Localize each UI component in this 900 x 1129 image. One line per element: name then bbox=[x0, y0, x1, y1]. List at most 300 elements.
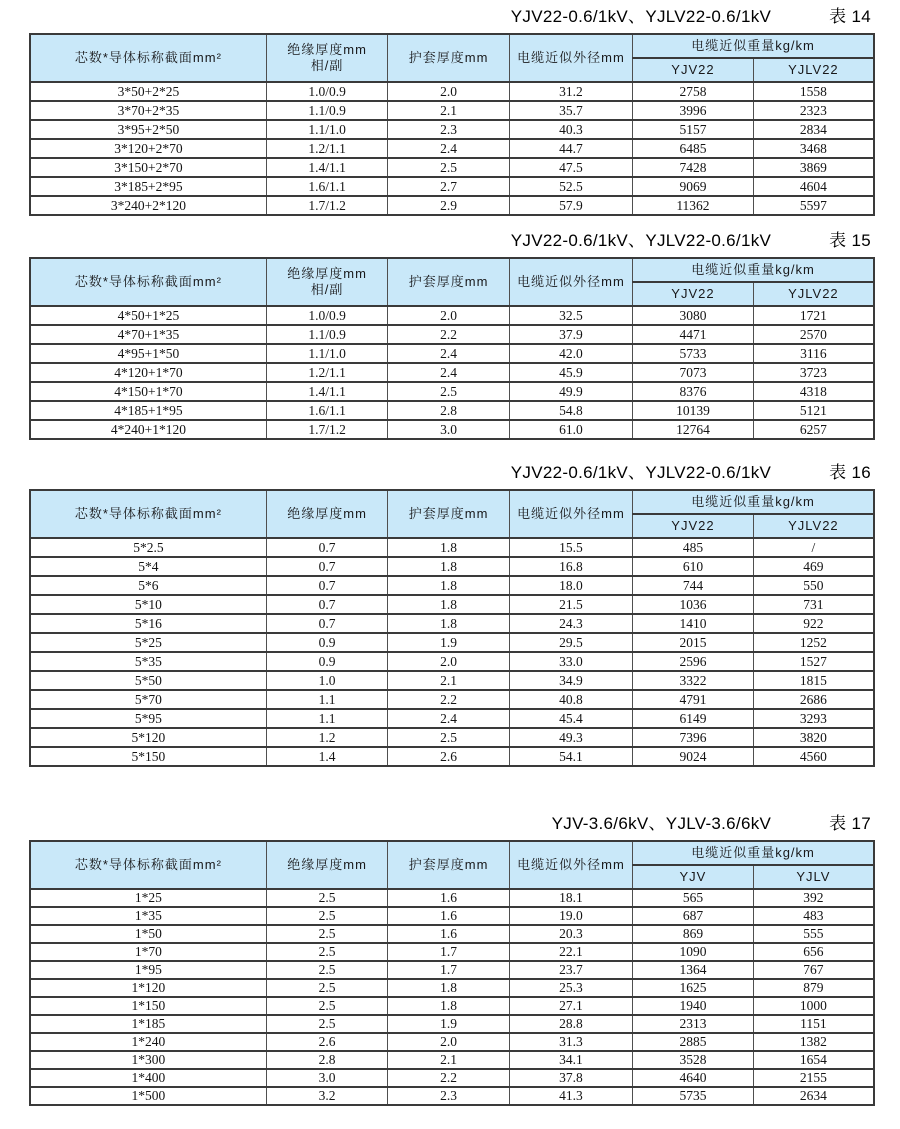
insulation-line2: 相/副 bbox=[310, 282, 344, 297]
table-row bbox=[30, 538, 874, 557]
table-cell: 2.2 bbox=[388, 1069, 510, 1087]
table-cell: 2.4 bbox=[388, 363, 510, 382]
table-cell: 1.1 bbox=[266, 690, 388, 709]
table-cell: 1*150 bbox=[30, 997, 266, 1015]
outer-diameter-header: 电缆近似外径mm bbox=[509, 34, 632, 82]
table-cell: 1.2/1.1 bbox=[266, 139, 388, 158]
table-cell: 37.9 bbox=[509, 325, 632, 344]
table-cell: 0.7 bbox=[266, 614, 388, 633]
table-row bbox=[30, 177, 874, 196]
table-body bbox=[30, 306, 874, 439]
table-cell: 4*185+1*95 bbox=[30, 401, 266, 420]
table-cell: 7396 bbox=[633, 728, 754, 747]
table-row bbox=[30, 747, 874, 766]
table-cell: 1815 bbox=[753, 671, 874, 690]
table-cell: 3322 bbox=[633, 671, 754, 690]
table-cell: 1.8 bbox=[388, 557, 510, 576]
table-body bbox=[30, 82, 874, 215]
table-cell: 2686 bbox=[753, 690, 874, 709]
weight-header: 电缆近似重量kg/km bbox=[633, 258, 874, 282]
table-cell: 21.5 bbox=[509, 595, 632, 614]
table-cell: 0.9 bbox=[266, 652, 388, 671]
table-cell: 3468 bbox=[753, 139, 874, 158]
table-cell: 0.9 bbox=[266, 633, 388, 652]
table-cell: 1.2/1.1 bbox=[266, 363, 388, 382]
table-cell: 11362 bbox=[633, 196, 754, 215]
table-cell: 3080 bbox=[633, 306, 754, 325]
insulation-line1: 绝缘厚度mm bbox=[287, 42, 367, 57]
table-cell: 1625 bbox=[633, 979, 754, 997]
table-title: YJV-3.6/6kV、YJLV-3.6/6kV bbox=[551, 814, 772, 833]
table-cell: 3.2 bbox=[266, 1087, 388, 1105]
table-cell: 10139 bbox=[633, 401, 754, 420]
table-cell: 16.8 bbox=[509, 557, 632, 576]
sheath-thickness-header: 护套厚度mm bbox=[388, 258, 510, 306]
table-row bbox=[30, 306, 874, 325]
table-cell: 5*2.5 bbox=[30, 538, 266, 557]
table-cell: 5733 bbox=[633, 344, 754, 363]
table-cell: 1*500 bbox=[30, 1087, 266, 1105]
table-cell: 2.5 bbox=[266, 907, 388, 925]
table-header bbox=[30, 34, 874, 82]
table-cell: 8376 bbox=[633, 382, 754, 401]
table-cell: 1252 bbox=[753, 633, 874, 652]
table-cell: 52.5 bbox=[509, 177, 632, 196]
weight-sub-header-2: YJLV22 bbox=[753, 58, 874, 82]
table-row bbox=[30, 728, 874, 747]
table-title: YJV22-0.6/1kV、YJLV22-0.6/1kV bbox=[510, 7, 772, 26]
table-cell: 61.0 bbox=[509, 420, 632, 439]
table-cell: 2.8 bbox=[266, 1051, 388, 1069]
table-cell: 2.5 bbox=[266, 889, 388, 907]
table-cell: 767 bbox=[753, 961, 874, 979]
insulation-line1: 绝缘厚度mm bbox=[287, 266, 367, 281]
table-number: 表 17 bbox=[829, 814, 871, 833]
table-cell: 3820 bbox=[753, 728, 874, 747]
table-cell: 42.0 bbox=[509, 344, 632, 363]
table-cell: 550 bbox=[753, 576, 874, 595]
table-cell: 392 bbox=[753, 889, 874, 907]
table-cell: 469 bbox=[753, 557, 874, 576]
table-cell: 1*95 bbox=[30, 961, 266, 979]
table-row bbox=[30, 382, 874, 401]
table-cell: 7428 bbox=[633, 158, 754, 177]
table-row bbox=[30, 997, 874, 1015]
table-cell: / bbox=[753, 538, 874, 557]
table-cell: 2015 bbox=[633, 633, 754, 652]
table-cell: 25.3 bbox=[509, 979, 632, 997]
table-cell: 1*35 bbox=[30, 907, 266, 925]
table-row bbox=[30, 1033, 874, 1051]
table-cell: 1.9 bbox=[388, 1015, 510, 1033]
table-cell: 1*25 bbox=[30, 889, 266, 907]
table-body bbox=[30, 889, 874, 1105]
table-cell: 2.1 bbox=[388, 101, 510, 120]
table-cell: 1*300 bbox=[30, 1051, 266, 1069]
spec-table bbox=[29, 33, 875, 216]
table-cell: 18.1 bbox=[509, 889, 632, 907]
table-cell: 2.8 bbox=[388, 401, 510, 420]
table-cell: 0.7 bbox=[266, 576, 388, 595]
table-cell: 3*150+2*70 bbox=[30, 158, 266, 177]
table-header bbox=[30, 490, 874, 538]
outer-diameter-header: 电缆近似外径mm bbox=[509, 258, 632, 306]
spec-table-section-17 bbox=[29, 813, 875, 1106]
table-cell: 2.5 bbox=[388, 158, 510, 177]
table-cell: 23.7 bbox=[509, 961, 632, 979]
table-cell: 3116 bbox=[753, 344, 874, 363]
table-cell: 5597 bbox=[753, 196, 874, 215]
core-section-header: 芯数*导体标称截面mm² bbox=[30, 258, 266, 306]
table-cell: 1.4 bbox=[266, 747, 388, 766]
weight-header: 电缆近似重量kg/km bbox=[633, 34, 874, 58]
table-cell: 1940 bbox=[633, 997, 754, 1015]
table-cell: 3723 bbox=[753, 363, 874, 382]
table-cell: 1.4/1.1 bbox=[266, 158, 388, 177]
table-cell: 1.8 bbox=[388, 979, 510, 997]
weight-sub-header-2: YJLV bbox=[753, 865, 874, 889]
table-cell: 1000 bbox=[753, 997, 874, 1015]
table-cell: 2.5 bbox=[388, 382, 510, 401]
table-cell: 49.9 bbox=[509, 382, 632, 401]
table-cell: 2.4 bbox=[388, 709, 510, 728]
table-cell: 1.7 bbox=[388, 961, 510, 979]
table-cell: 1.9 bbox=[388, 633, 510, 652]
spec-table bbox=[29, 489, 875, 767]
table-cell: 2570 bbox=[753, 325, 874, 344]
table-cell: 31.3 bbox=[509, 1033, 632, 1051]
table-cell: 1.8 bbox=[388, 614, 510, 633]
table-cell: 15.5 bbox=[509, 538, 632, 557]
table-row bbox=[30, 671, 874, 690]
table-cell: 1.8 bbox=[388, 538, 510, 557]
table-cell: 27.1 bbox=[509, 997, 632, 1015]
insulation-thickness-header bbox=[266, 258, 388, 306]
table-row bbox=[30, 633, 874, 652]
table-cell: 1.1/0.9 bbox=[266, 101, 388, 120]
table-cell: 7073 bbox=[633, 363, 754, 382]
table-number: 表 16 bbox=[829, 463, 871, 482]
table-cell: 2758 bbox=[633, 82, 754, 101]
table-row bbox=[30, 652, 874, 671]
table-cell: 4640 bbox=[633, 1069, 754, 1087]
table-cell: 2.1 bbox=[388, 1051, 510, 1069]
table-cell: 869 bbox=[633, 925, 754, 943]
table-cell: 1.6 bbox=[388, 925, 510, 943]
table-cell: 2.3 bbox=[388, 1087, 510, 1105]
table-cell: 40.8 bbox=[509, 690, 632, 709]
table-cell: 3996 bbox=[633, 101, 754, 120]
table-row bbox=[30, 82, 874, 101]
table-cell: 20.3 bbox=[509, 925, 632, 943]
table-cell: 2.0 bbox=[388, 1033, 510, 1051]
table-cell: 1410 bbox=[633, 614, 754, 633]
table-cell: 2.7 bbox=[388, 177, 510, 196]
table-cell: 1.6 bbox=[388, 907, 510, 925]
table-cell: 4791 bbox=[633, 690, 754, 709]
table-cell: 4318 bbox=[753, 382, 874, 401]
table-cell: 656 bbox=[753, 943, 874, 961]
table-cell: 37.8 bbox=[509, 1069, 632, 1087]
table-cell: 1.7 bbox=[388, 943, 510, 961]
table-cell: 4*50+1*25 bbox=[30, 306, 266, 325]
table-cell: 1.8 bbox=[388, 595, 510, 614]
table-number: 表 15 bbox=[829, 231, 871, 250]
table-cell: 1.6 bbox=[388, 889, 510, 907]
table-cell: 2.5 bbox=[266, 925, 388, 943]
table-cell: 9069 bbox=[633, 177, 754, 196]
table-cell: 5*120 bbox=[30, 728, 266, 747]
table-cell: 22.1 bbox=[509, 943, 632, 961]
table-row bbox=[30, 979, 874, 997]
table-cell: 2.4 bbox=[388, 139, 510, 158]
table-row bbox=[30, 943, 874, 961]
table-row bbox=[30, 1051, 874, 1069]
table-cell: 5*35 bbox=[30, 652, 266, 671]
table-cell: 3*240+2*120 bbox=[30, 196, 266, 215]
insulation-thickness-header bbox=[266, 841, 388, 889]
table-row bbox=[30, 401, 874, 420]
spec-table-section-16 bbox=[29, 462, 875, 767]
table-cell: 1151 bbox=[753, 1015, 874, 1033]
table-cell: 4560 bbox=[753, 747, 874, 766]
table-body bbox=[30, 538, 874, 766]
table-cell: 33.0 bbox=[509, 652, 632, 671]
table-title-row bbox=[29, 813, 875, 835]
insulation-thickness-header bbox=[266, 490, 388, 538]
spec-table bbox=[29, 840, 875, 1106]
table-cell: 28.8 bbox=[509, 1015, 632, 1033]
table-row bbox=[30, 614, 874, 633]
table-cell: 1364 bbox=[633, 961, 754, 979]
table-cell: 4*240+1*120 bbox=[30, 420, 266, 439]
outer-diameter-header: 电缆近似外径mm bbox=[509, 841, 632, 889]
table-cell: 57.9 bbox=[509, 196, 632, 215]
table-cell: 29.5 bbox=[509, 633, 632, 652]
table-cell: 2.2 bbox=[388, 690, 510, 709]
table-cell: 5*95 bbox=[30, 709, 266, 728]
table-cell: 5*50 bbox=[30, 671, 266, 690]
table-cell: 3*50+2*25 bbox=[30, 82, 266, 101]
table-cell: 6485 bbox=[633, 139, 754, 158]
table-cell: 2.0 bbox=[388, 82, 510, 101]
table-cell: 2.5 bbox=[266, 1015, 388, 1033]
table-cell: 1.4/1.1 bbox=[266, 382, 388, 401]
weight-header: 电缆近似重量kg/km bbox=[633, 841, 874, 865]
table-cell: 2.4 bbox=[388, 344, 510, 363]
table-row bbox=[30, 1015, 874, 1033]
table-cell: 1*50 bbox=[30, 925, 266, 943]
table-cell: 47.5 bbox=[509, 158, 632, 177]
table-cell: 4*120+1*70 bbox=[30, 363, 266, 382]
weight-header: 电缆近似重量kg/km bbox=[633, 490, 874, 514]
weight-sub-header-2: YJLV22 bbox=[753, 282, 874, 306]
table-cell: 1558 bbox=[753, 82, 874, 101]
table-cell: 5*10 bbox=[30, 595, 266, 614]
table-cell: 1.2 bbox=[266, 728, 388, 747]
table-cell: 1036 bbox=[633, 595, 754, 614]
spec-table-section-15 bbox=[29, 230, 875, 440]
weight-sub-header-1: YJV22 bbox=[633, 58, 754, 82]
core-section-header: 芯数*导体标称截面mm² bbox=[30, 34, 266, 82]
table-cell: 1.1 bbox=[266, 709, 388, 728]
table-cell: 41.3 bbox=[509, 1087, 632, 1105]
table-cell: 2.3 bbox=[388, 120, 510, 139]
table-row bbox=[30, 1069, 874, 1087]
table-cell: 19.0 bbox=[509, 907, 632, 925]
sheath-thickness-header: 护套厚度mm bbox=[388, 34, 510, 82]
table-cell: 49.3 bbox=[509, 728, 632, 747]
table-row bbox=[30, 196, 874, 215]
table-cell: 1*185 bbox=[30, 1015, 266, 1033]
table-cell: 5*70 bbox=[30, 690, 266, 709]
table-cell: 1.1/1.0 bbox=[266, 120, 388, 139]
table-cell: 2634 bbox=[753, 1087, 874, 1105]
table-cell: 5*16 bbox=[30, 614, 266, 633]
table-cell: 4*150+1*70 bbox=[30, 382, 266, 401]
table-cell: 2.5 bbox=[388, 728, 510, 747]
table-cell: 1.7/1.2 bbox=[266, 196, 388, 215]
table-cell: 2.5 bbox=[266, 961, 388, 979]
table-cell: 6149 bbox=[633, 709, 754, 728]
table-cell: 555 bbox=[753, 925, 874, 943]
table-cell: 610 bbox=[633, 557, 754, 576]
outer-diameter-header: 电缆近似外径mm bbox=[509, 490, 632, 538]
core-section-header: 芯数*导体标称截面mm² bbox=[30, 490, 266, 538]
table-cell: 2.9 bbox=[388, 196, 510, 215]
table-cell: 9024 bbox=[633, 747, 754, 766]
table-cell: 1.8 bbox=[388, 576, 510, 595]
table-cell: 1*400 bbox=[30, 1069, 266, 1087]
table-cell: 1382 bbox=[753, 1033, 874, 1051]
sheath-thickness-header: 护套厚度mm bbox=[388, 490, 510, 538]
table-cell: 731 bbox=[753, 595, 874, 614]
weight-sub-header-2: YJLV22 bbox=[753, 514, 874, 538]
table-cell: 1.1/0.9 bbox=[266, 325, 388, 344]
table-number: 表 14 bbox=[829, 7, 871, 26]
table-row bbox=[30, 889, 874, 907]
table-cell: 1*120 bbox=[30, 979, 266, 997]
insulation-thickness-header bbox=[266, 34, 388, 82]
table-cell: 32.5 bbox=[509, 306, 632, 325]
table-cell: 3528 bbox=[633, 1051, 754, 1069]
table-cell: 5*150 bbox=[30, 747, 266, 766]
table-title-row bbox=[29, 230, 875, 252]
table-title: YJV22-0.6/1kV、YJLV22-0.6/1kV bbox=[510, 231, 772, 250]
table-cell: 45.4 bbox=[509, 709, 632, 728]
table-cell: 744 bbox=[633, 576, 754, 595]
table-cell: 2.5 bbox=[266, 943, 388, 961]
table-cell: 5735 bbox=[633, 1087, 754, 1105]
table-cell: 3*185+2*95 bbox=[30, 177, 266, 196]
weight-sub-header-1: YJV bbox=[633, 865, 754, 889]
table-row bbox=[30, 1087, 874, 1105]
table-cell: 31.2 bbox=[509, 82, 632, 101]
table-cell: 5*4 bbox=[30, 557, 266, 576]
table-cell: 2.6 bbox=[266, 1033, 388, 1051]
table-cell: 1654 bbox=[753, 1051, 874, 1069]
table-header bbox=[30, 258, 874, 306]
core-section-header: 芯数*导体标称截面mm² bbox=[30, 841, 266, 889]
table-cell: 2596 bbox=[633, 652, 754, 671]
table-cell: 1090 bbox=[633, 943, 754, 961]
spec-table-section-14 bbox=[29, 0, 875, 216]
sheath-thickness-header: 护套厚度mm bbox=[388, 841, 510, 889]
table-cell: 485 bbox=[633, 538, 754, 557]
table-row bbox=[30, 557, 874, 576]
table-title-row bbox=[29, 462, 875, 484]
table-cell: 35.7 bbox=[509, 101, 632, 120]
table-row bbox=[30, 925, 874, 943]
table-cell: 0.7 bbox=[266, 595, 388, 614]
table-cell: 1527 bbox=[753, 652, 874, 671]
table-cell: 1.6/1.1 bbox=[266, 401, 388, 420]
table-row bbox=[30, 363, 874, 382]
table-row bbox=[30, 344, 874, 363]
table-cell: 3*120+2*70 bbox=[30, 139, 266, 158]
table-cell: 2155 bbox=[753, 1069, 874, 1087]
table-cell: 2323 bbox=[753, 101, 874, 120]
table-row bbox=[30, 101, 874, 120]
table-row bbox=[30, 158, 874, 177]
table-cell: 1.0 bbox=[266, 671, 388, 690]
table-cell: 1*240 bbox=[30, 1033, 266, 1051]
table-cell: 4604 bbox=[753, 177, 874, 196]
weight-sub-header-1: YJV22 bbox=[633, 282, 754, 306]
table-cell: 34.9 bbox=[509, 671, 632, 690]
table-cell: 2313 bbox=[633, 1015, 754, 1033]
table-row bbox=[30, 120, 874, 139]
table-row bbox=[30, 709, 874, 728]
table-cell: 3.0 bbox=[266, 1069, 388, 1087]
table-cell: 2.5 bbox=[266, 979, 388, 997]
table-cell: 3*95+2*50 bbox=[30, 120, 266, 139]
table-cell: 1.0/0.9 bbox=[266, 306, 388, 325]
table-cell: 4*95+1*50 bbox=[30, 344, 266, 363]
table-cell: 5121 bbox=[753, 401, 874, 420]
table-cell: 54.1 bbox=[509, 747, 632, 766]
table-cell: 12764 bbox=[633, 420, 754, 439]
table-cell: 879 bbox=[753, 979, 874, 997]
table-cell: 2.0 bbox=[388, 652, 510, 671]
table-cell: 0.7 bbox=[266, 557, 388, 576]
table-row bbox=[30, 576, 874, 595]
table-cell: 18.0 bbox=[509, 576, 632, 595]
table-cell: 922 bbox=[753, 614, 874, 633]
table-title-row bbox=[29, 0, 875, 28]
table-cell: 565 bbox=[633, 889, 754, 907]
table-cell: 3293 bbox=[753, 709, 874, 728]
table-cell: 483 bbox=[753, 907, 874, 925]
table-cell: 687 bbox=[633, 907, 754, 925]
table-cell: 40.3 bbox=[509, 120, 632, 139]
table-row bbox=[30, 961, 874, 979]
table-cell: 0.7 bbox=[266, 538, 388, 557]
table-cell: 3869 bbox=[753, 158, 874, 177]
table-cell: 1.8 bbox=[388, 997, 510, 1015]
table-cell: 2.1 bbox=[388, 671, 510, 690]
table-cell: 2834 bbox=[753, 120, 874, 139]
table-cell: 5*25 bbox=[30, 633, 266, 652]
table-row bbox=[30, 907, 874, 925]
table-title: YJV22-0.6/1kV、YJLV22-0.6/1kV bbox=[510, 463, 772, 482]
insulation-line2: 相/副 bbox=[310, 58, 344, 73]
weight-sub-header-1: YJV22 bbox=[633, 514, 754, 538]
insulation-line1: 绝缘厚度mm bbox=[287, 506, 367, 521]
table-cell: 4471 bbox=[633, 325, 754, 344]
table-cell: 45.9 bbox=[509, 363, 632, 382]
table-cell: 4*70+1*35 bbox=[30, 325, 266, 344]
